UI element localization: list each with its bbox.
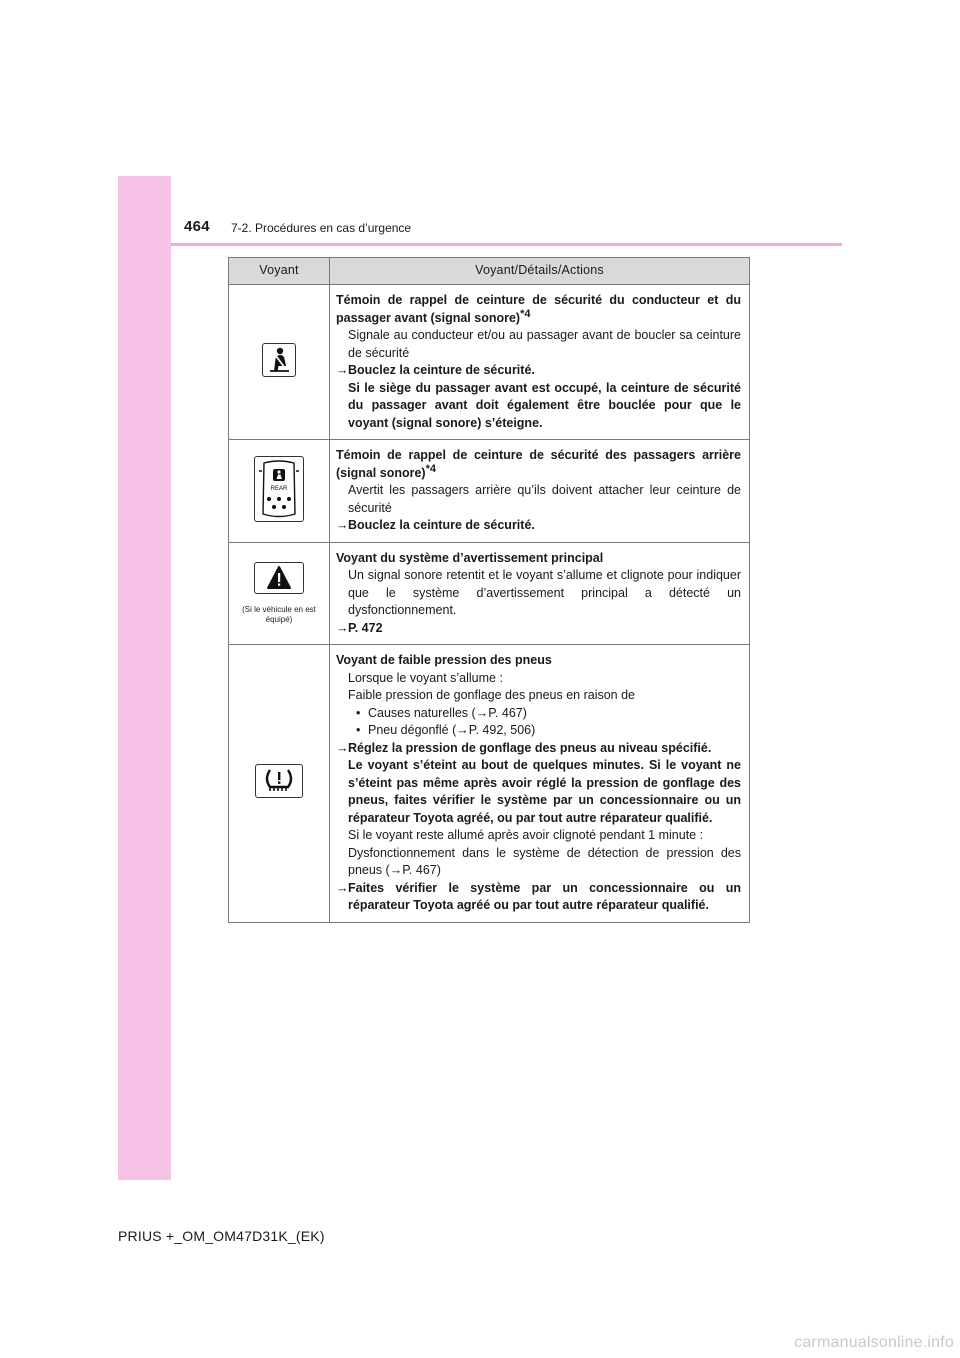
details-cell [330,645,750,923]
icon-cell [229,440,330,543]
row-description: Avertit les passagers arrière qu’ils doivent attacher leur ceinture de sécurité [348,483,741,515]
header-rule [171,243,842,246]
column-header-details: Voyant/Détails/Actions [330,258,750,285]
action-line [336,362,741,380]
bullet-icon: • [356,705,361,720]
action-text: Faites vérifier le système par un concessionnaire ou un réparateur Toyota agréé ou par tout autre réparateur qualifié. [348,880,741,912]
detail-line: Si le voyant reste allumé après avoir clignoté pendant 1 minute : [348,828,704,842]
footnote-mark: *4 [520,307,531,320]
seatbelt-reminder-icon [262,343,296,377]
action-line [336,620,741,638]
accent-side-band [118,176,171,1180]
detail-line: Lorsque le voyant s’allume : [348,670,503,685]
icon-cell [229,285,330,440]
details-cell [330,440,750,543]
bullet-icon: • [356,723,361,737]
footer-model-code: PRIUS +_OM_OM47D31K_(EK) [118,1228,325,1244]
action-line [336,517,741,535]
row-description: Un signal sonore retentit et le voyant s’allume et clignote pour indiquer que le système d’avertissement principal a détecté un dysfonctionnement. [348,568,741,617]
action-line [336,880,741,915]
detail-line: Faible pression de gonflage des pneus en raison de [348,688,636,702]
section-title: 7-2. Procédures en cas d’urgence [231,221,412,235]
table-header-row [229,258,750,285]
row-title-text: Témoin de rappel de ceinture de sécurité du conducteur et du passager avant (signal sonore) [336,293,741,325]
watermark: carmanualsonline.info [794,1334,954,1351]
warning-lights-table [228,257,750,923]
table-row [229,542,750,645]
action-line [336,740,741,758]
row-title: Voyant de faible pression des pneus [336,653,552,667]
arrow-icon: → [336,518,349,532]
details-cell [330,542,750,645]
table-row [229,285,750,440]
rear-seatbelt-reminder-icon [254,456,304,522]
action-text: Réglez la pression de gonflage des pneus au niveau spécifié. [348,740,712,755]
row-title [336,292,741,327]
row-title: Voyant du système d’avertissement principal [336,550,604,565]
equipment-note: (Si le véhicule en est équipé) [242,604,316,624]
table-row [229,440,750,543]
icon-cell [229,542,330,645]
arrow-icon: → [336,363,349,377]
rear-label: REAR [270,485,288,492]
master-warning-icon [254,562,304,594]
list-item [336,705,741,723]
action-text: Bouclez la ceinture de sécurité. [348,363,535,377]
table-row [229,645,750,923]
action-extra: Si le siège du passager avant est occupé, la ceinture de sécurité du passager avant doit également être bouclée pour que le voyant (signal sonore) s’éteigne. [348,380,741,430]
arrow-icon: → [336,620,349,635]
row-description: Signale au conducteur et/ou au passager avant de boucler sa ceinture de sécurité [348,328,741,360]
page-reference-link[interactable]: P. 472 [348,620,383,635]
tire-pressure-warning-icon [255,764,303,798]
detail-line: Dysfonctionnement dans le système de détection de pression des pneus (→P. 467) [348,845,741,877]
action-extra: Le voyant s’éteint au bout de quelques minutes. Si le voyant ne s’éteint pas même après avoir réglé la pression de gonflage des pneus, faites vérifier le système par un concessionnaire ou un réparateur Toyota agréé, ou par tout autre réparateur qualifié. [348,758,741,825]
page-number: 464 [184,218,210,235]
row-title [336,447,741,482]
list-item [336,722,741,740]
footnote-mark: *4 [425,462,436,475]
arrow-icon: → [336,880,349,895]
list-item-text: Pneu dégonflé (→P. 492, 506) [368,723,536,737]
icon-cell [229,645,330,923]
list-item-text: Causes naturelles (→P. 467) [368,705,527,720]
arrow-icon: → [336,740,349,755]
details-cell [330,285,750,440]
row-title-text: Témoin de rappel de ceinture de sécurité des passagers arrière (signal sonore) [336,448,741,480]
action-text: Bouclez la ceinture de sécurité. [348,518,535,532]
column-header-voyant: Voyant [229,258,330,285]
